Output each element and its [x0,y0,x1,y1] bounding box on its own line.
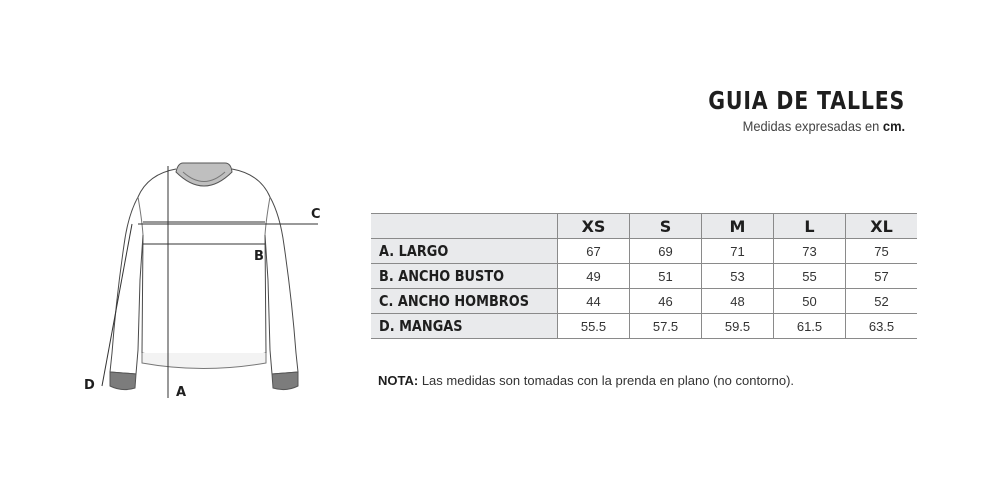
row-label-ancho-hombros [371,289,558,314]
table-cell: 57 [846,264,918,289]
subtitle-unit: cm. [882,118,905,134]
table-cell: 71 [702,239,774,264]
table-cell: 67 [558,239,630,264]
table-row [371,289,917,314]
table-cell: 59.5 [702,314,774,339]
table-cell: 53 [702,264,774,289]
header [665,86,905,134]
row-label-text: D. MANGAS [379,317,463,335]
table-cell: 55 [774,264,846,289]
left-cuff [110,372,136,390]
table-row [371,239,917,264]
sweatshirt-diagram [80,160,330,405]
size-header-xl: XL [846,214,918,239]
table-cell: 46 [630,289,702,314]
subtitle-text: Medidas expresadas en [742,118,880,134]
label-b: B [254,249,264,264]
table-cell: 55.5 [558,314,630,339]
size-header-m: M [702,214,774,239]
note-label: NOTA: [378,373,419,388]
label-c: C [311,207,321,222]
table-cell: 44 [558,289,630,314]
table-cell: 57.5 [630,314,702,339]
label-d: D [84,378,95,393]
table-cell: 61.5 [774,314,846,339]
page-title: GUIA DE TALLES [708,86,905,115]
size-header-xs: XS [558,214,630,239]
size-header-l: L [774,214,846,239]
table-cell: 49 [558,264,630,289]
label-a: A [176,385,187,400]
collar [176,163,232,186]
size-header-s: S [630,214,702,239]
page-subtitle [684,118,905,134]
row-label-text: B. ANCHO BUSTO [379,267,505,285]
table-cell: 75 [846,239,918,264]
row-label-largo [371,239,558,264]
table-cell: 48 [702,289,774,314]
table-cell: 52 [846,289,918,314]
measurement-note [378,373,794,388]
right-cuff [272,372,298,390]
table-cell: 63.5 [846,314,918,339]
note-text: Las medidas son tomadas con la prenda en plano (no contorno). [421,373,795,388]
size-header-row [371,214,917,239]
table-cell: 69 [630,239,702,264]
row-label-mangas [371,314,558,339]
size-table [371,213,917,339]
table-row [371,264,917,289]
row-label-text: A. LARGO [379,242,449,260]
row-label-ancho-busto [371,264,558,289]
table-cell: 73 [774,239,846,264]
table-row [371,314,917,339]
table-cell: 51 [630,264,702,289]
size-header-corner [371,214,558,239]
table-cell: 50 [774,289,846,314]
measure-line-d [102,224,132,386]
row-label-text: C. ANCHO HOMBROS [379,292,529,310]
